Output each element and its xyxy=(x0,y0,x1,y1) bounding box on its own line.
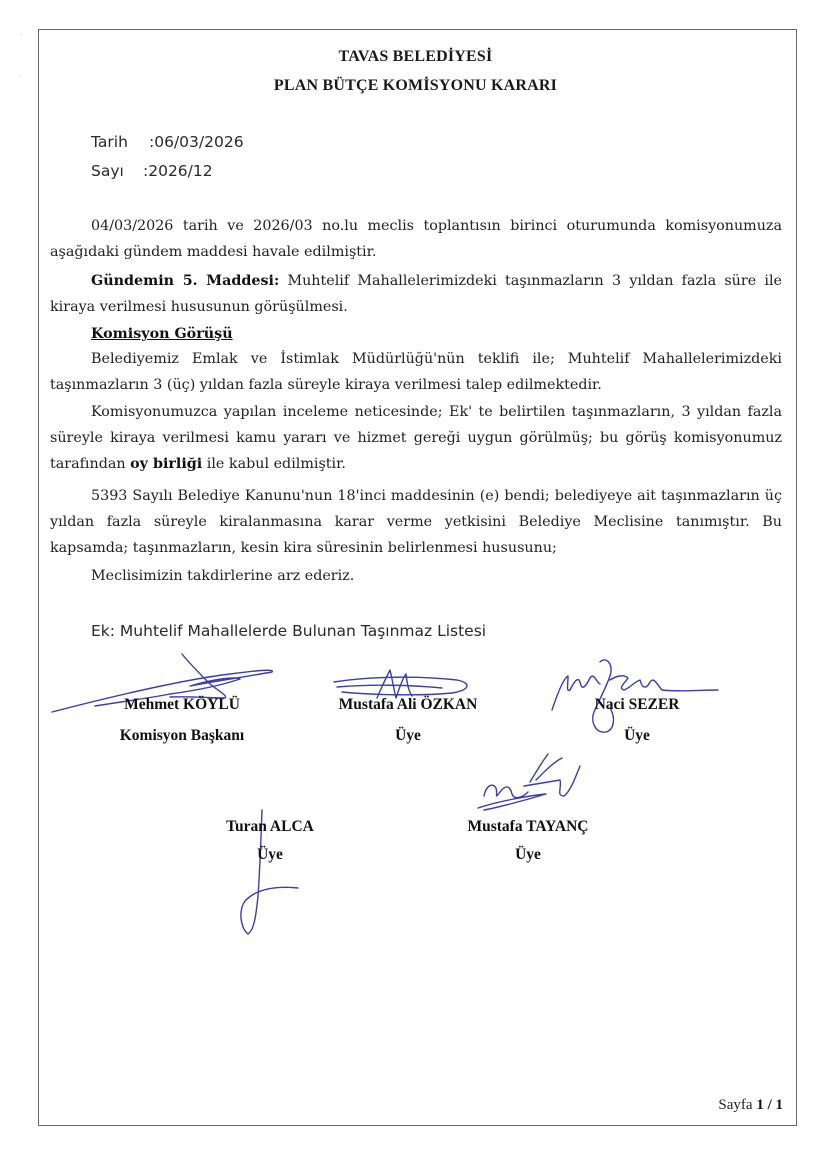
signatory-role: Üye xyxy=(515,846,541,863)
unanimous-highlight: oy birliği xyxy=(130,456,203,472)
number-line xyxy=(91,162,213,180)
signatory-role: Üye xyxy=(257,846,283,863)
agenda-paragraph xyxy=(50,268,782,320)
signatory-role: Üye xyxy=(395,727,421,744)
page-separator: / xyxy=(763,1097,776,1113)
document-title: PLAN BÜTÇE KOMİSYONU KARARI xyxy=(273,77,558,94)
opinion-heading: Komisyon Görüşü xyxy=(91,326,233,342)
attachment-line: Ek: Muhtelif Mahallelerde Bulunan Taşınmaz Listesi xyxy=(91,622,487,640)
institution-title: TAVAS BELEDİYESİ xyxy=(338,48,493,65)
page-total: 1 xyxy=(775,1097,783,1113)
opinion-p2-text-end: ile kabul edilmiştir. xyxy=(202,456,346,472)
number-label: Sayı xyxy=(91,162,124,180)
signatory-name: Turan ALCA xyxy=(226,818,314,835)
signatory-name: Mustafa TAYANÇ xyxy=(467,818,589,835)
opinion-paragraph-3: 5393 Sayılı Belediye Kanunu'nun 18'inci maddesinin (e) bendi; belediyeye ait taşınmazların üç yıldan fazla süreyle kiralanmasına karar verme yetkisini Belediye Meclisine tanımıştır. Bu kapsamda; taşınmazların, kesin kira süresinin belirlenmesi hususunu; xyxy=(50,488,782,556)
scan-artifact: · xyxy=(18,72,21,80)
closing-line: Meclisimizin takdirlerine arz ederiz. xyxy=(91,568,355,584)
signatory-role: Üye xyxy=(624,727,650,744)
date-line xyxy=(91,133,244,151)
page-label: Sayfa xyxy=(718,1097,753,1113)
signatory-name: Naci SEZER xyxy=(594,696,680,713)
signatory-name: Mustafa Ali ÖZKAN xyxy=(338,696,478,713)
opinion-p2-text: Komisyonumuzca yapılan inceleme neticesinde; Ek' te belirtilen taşınmazların, 3 yıldan fazla süreyle kiraya verilmesi kamu yararı ve hizmet gereği uygun görülmüş; bu görüş komisyonumuz tarafından xyxy=(50,404,782,472)
opinion-paragraph-1: Belediyemiz Emlak ve İstimlak Müdürlüğü'nün teklifi ile; Muhtelif Mahallelerimizdeki taşınmazların 3 (üç) yıldan fazla süreyle kiraya verilmesi talep edilmektedir. xyxy=(50,351,782,393)
page-current: 1 xyxy=(756,1097,764,1113)
signatory-role: Komisyon Başkanı xyxy=(119,727,245,744)
date-value: :06/03/2026 xyxy=(149,133,244,151)
signatory-name: Mehmet KÖYLÜ xyxy=(124,696,240,713)
number-value: :2026/12 xyxy=(143,162,213,180)
signature-tayanc xyxy=(476,752,586,822)
date-label: Tarih xyxy=(91,133,128,151)
agenda-text: Muhtelif Mahallelerimizdeki taşınmazların 3 yıldan fazla süre ile kiraya verilmesi hususunun görüşülmesi. xyxy=(50,273,782,315)
opinion-paragraph-2 xyxy=(50,399,782,477)
agenda-label: Gündemin 5. Maddesi: xyxy=(91,273,280,289)
page-number xyxy=(718,1097,783,1114)
intro-paragraph: 04/03/2026 tarih ve 2026/03 no.lu meclis toplantısın birinci oturumunda komisyonumuza aşağıdaki gündem maddesi havale edilmiştir. xyxy=(50,218,782,260)
scan-artifact: · xyxy=(20,31,23,39)
